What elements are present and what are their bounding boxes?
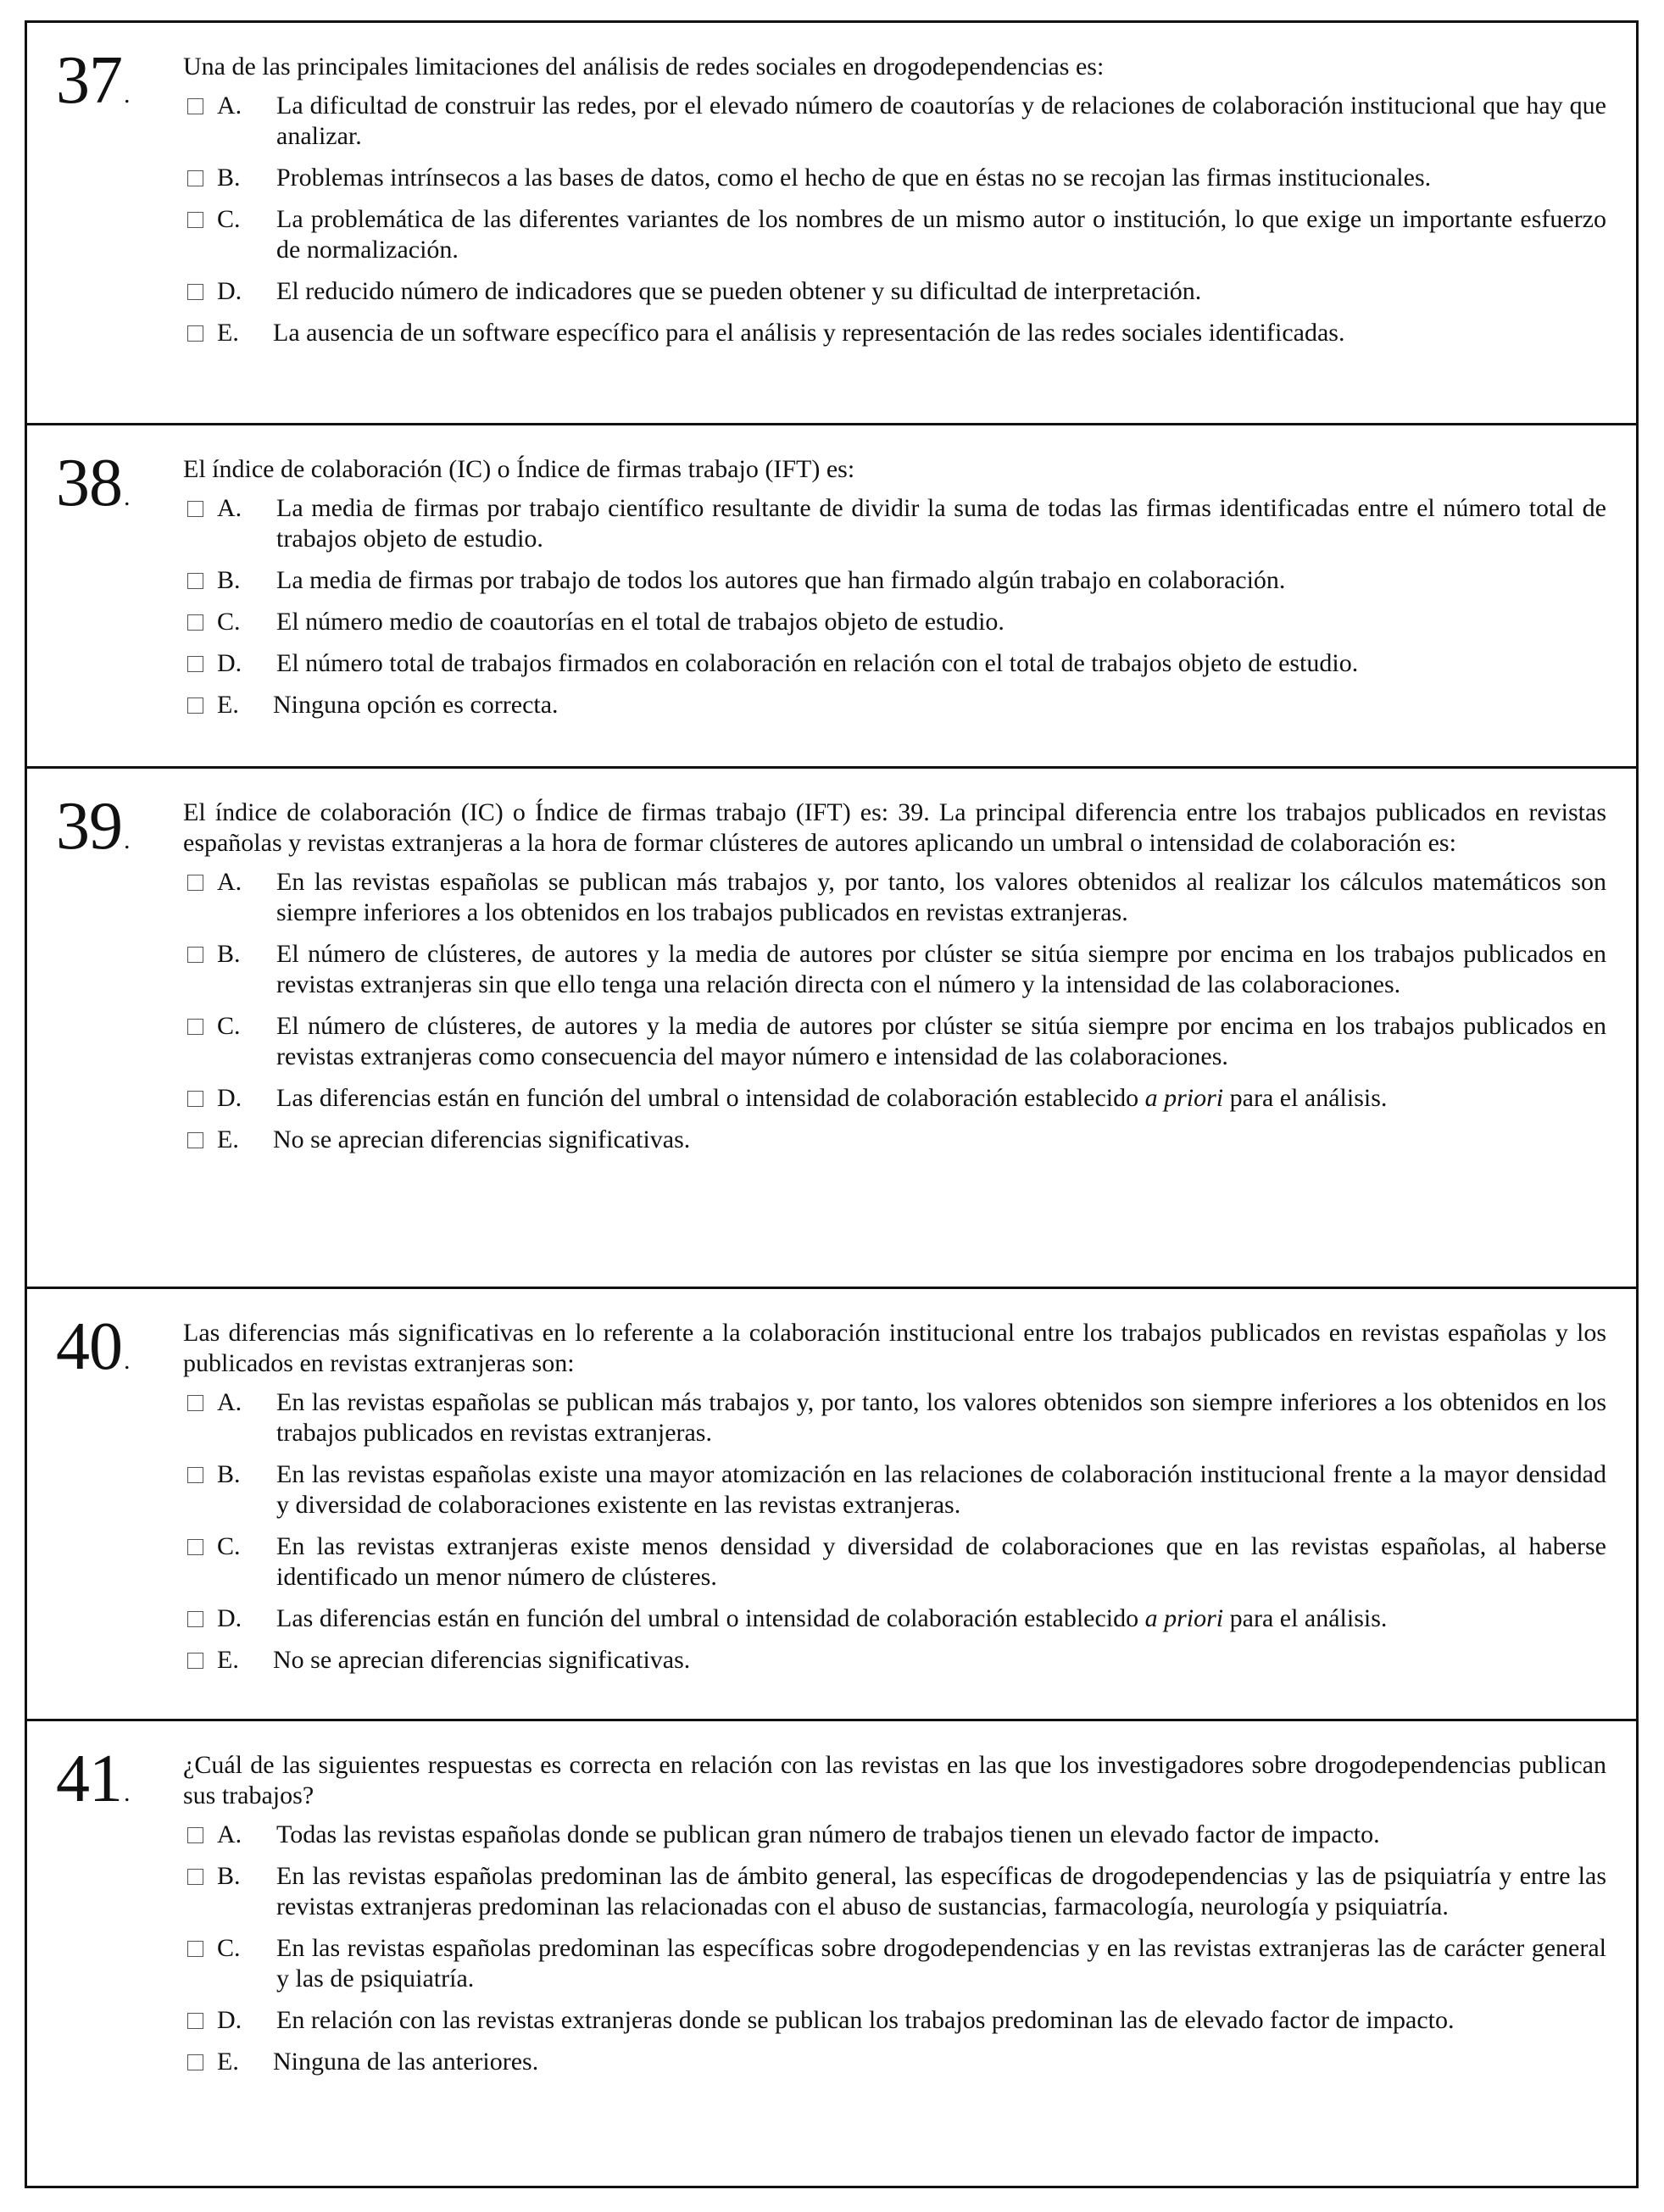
checkbox[interactable]: [187, 656, 203, 672]
option-text: En las revistas extranjeras existe menos densidad y diversidad de colaboraciones que en las revistas españolas, al haberse identificado un menor número de clústeres.: [276, 1532, 1606, 1591]
option-letter: A.: [217, 1820, 242, 1848]
question-number: 39.: [56, 789, 130, 864]
option-letter: C.: [217, 1532, 241, 1560]
option-text: En las revistas españolas predominan las específicas sobre drogodependencias y en las revistas extranjeras las de carácter general y las de psiquiatría.: [276, 1934, 1606, 1992]
option-letter: B.: [217, 940, 241, 968]
option-text: El número medio de coautorías en el total de trabajos objeto de estudio.: [276, 608, 1005, 636]
option-text: La ausencia de un software específico para el análisis y representación de las redes sociales identificadas.: [273, 319, 1345, 347]
checkbox[interactable]: [187, 2054, 203, 2070]
option-text: La media de firmas por trabajo de todos los autores que han firmado algún trabajo en colaboración.: [276, 566, 1286, 594]
question-38: [27, 425, 1636, 769]
checkbox[interactable]: [187, 1467, 203, 1483]
option-c[interactable]: [183, 1933, 1606, 1994]
option-text: La media de firmas por trabajo científico resultante de dividir la suma de todas las firmas identificadas entre el número total de trabajos objeto de estudio.: [276, 494, 1606, 553]
question-body: [183, 1750, 1606, 2088]
option-c[interactable]: [183, 1011, 1606, 1072]
option-letter: B.: [217, 164, 241, 192]
option-e[interactable]: [183, 1125, 1606, 1155]
option-letter: D.: [217, 1604, 242, 1632]
option-d[interactable]: [183, 276, 1606, 307]
option-e[interactable]: [183, 2047, 1606, 2077]
option-letter: C.: [217, 1934, 241, 1962]
option-text-after: para el análisis.: [1223, 1604, 1388, 1632]
option-letter: E.: [217, 319, 239, 347]
checkbox[interactable]: [187, 325, 203, 342]
option-letter: C.: [217, 608, 241, 636]
option-text: Todas las revistas españolas donde se publican gran número de trabajos tienen un elevado factor de impacto.: [276, 1820, 1380, 1848]
option-letter: B.: [217, 1862, 241, 1890]
option-text: El reducido número de indicadores que se pueden obtener y su dificultad de interpretación.: [276, 277, 1202, 305]
question-number: 37.: [56, 43, 130, 118]
checkbox[interactable]: [187, 1941, 203, 1957]
checkbox[interactable]: [187, 573, 203, 589]
question-body: [183, 1318, 1606, 1687]
question-stem: El índice de colaboración (IC) o Índice de firmas trabajo (IFT) es: 39. La principal diferencia entre los trabajos publicados en revistas españolas y revistas extranjeras a la hora de formar clústeres de autores aplicando un umbral o intensidad de colaboración es:: [183, 798, 1606, 857]
option-text: La problemática de las diferentes variantes de los nombres de un mismo autor o institución, lo que exige un importante esfuerzo de normalización.: [276, 205, 1606, 264]
option-letter: D.: [217, 649, 242, 677]
option-d[interactable]: [183, 2005, 1606, 2036]
option-d[interactable]: [183, 648, 1606, 679]
option-b[interactable]: [183, 1861, 1606, 1922]
option-letter: B.: [217, 566, 241, 594]
question-stem: El índice de colaboración (IC) o Índice de firmas trabajo (IFT) es:: [183, 455, 855, 483]
checkbox[interactable]: [187, 947, 203, 963]
option-text: En las revistas españolas predominan las de ámbito general, las específicas de drogodependencias y las de psiquiatría y entre las revistas extranjeras predominan las relacionadas con el abuso de sustancias, farmacología, neurología y psiquiatría.: [276, 1862, 1606, 1920]
question-body: [183, 454, 1606, 731]
option-letter: D.: [217, 2006, 242, 2034]
option-text: No se aprecian diferencias significativas.: [273, 1125, 691, 1153]
option-letter: E.: [217, 1646, 239, 1674]
option-text: [276, 1083, 1606, 1114]
option-e[interactable]: [183, 1645, 1606, 1676]
option-a[interactable]: [183, 1820, 1606, 1850]
option-text-before: Las diferencias están en función del umbral o intensidad de colaboración establecido: [276, 1084, 1145, 1112]
checkbox[interactable]: [187, 1539, 203, 1555]
checkbox[interactable]: [187, 1611, 203, 1627]
option-letter: A.: [217, 868, 242, 896]
checkbox[interactable]: [187, 1653, 203, 1669]
option-letter: C.: [217, 205, 241, 233]
question-number: 40.: [56, 1309, 130, 1384]
checkbox[interactable]: [187, 614, 203, 631]
option-letter: C.: [217, 1012, 241, 1040]
option-text: La dificultad de construir las redes, por el elevado número de coautorías y de relaciones de colaboración institucional que hay que analizar.: [276, 92, 1606, 150]
question-sheet: [25, 20, 1639, 2188]
option-letter: E.: [217, 691, 239, 719]
question-number: 41.: [56, 1742, 130, 1816]
checkbox[interactable]: [187, 698, 203, 714]
checkbox[interactable]: [187, 98, 203, 114]
option-a[interactable]: [183, 1387, 1606, 1448]
option-text: El número de clústeres, de autores y la media de autores por clúster se sitúa siempre por encima en los trabajos publicados en revistas extranjeras como consecuencia del mayor número e intensidad de las colaboraciones.: [276, 1012, 1606, 1070]
checkbox[interactable]: [187, 2013, 203, 2029]
option-text-after: para el análisis.: [1223, 1084, 1388, 1112]
question-stem: ¿Cuál de las siguientes respuestas es correcta en relación con las revistas en las que los investigadores sobre drogodependencias publican sus trabajos?: [183, 1751, 1606, 1809]
question-37: [27, 23, 1636, 425]
option-e[interactable]: [183, 690, 1606, 720]
option-d[interactable]: [183, 1603, 1606, 1634]
checkbox[interactable]: [187, 1827, 203, 1843]
option-a[interactable]: [183, 493, 1606, 554]
option-text: En las revistas españolas existe una mayor atomización en las relaciones de colaboración institucional frente a la mayor densidad y diversidad de colaboraciones existente en las revistas extranjeras.: [276, 1460, 1606, 1519]
option-letter: E.: [217, 2048, 239, 2076]
option-b[interactable]: [183, 939, 1606, 1000]
checkbox[interactable]: [187, 875, 203, 891]
option-a[interactable]: [183, 91, 1606, 152]
question-39: [27, 769, 1636, 1289]
option-letter: E.: [217, 1125, 239, 1153]
question-stem: Las diferencias más significativas en lo referente a la colaboración institucional entre los trabajos publicados en revistas españolas y los publicados en revistas extranjeras son:: [183, 1319, 1606, 1377]
option-text: [276, 1603, 1606, 1634]
checkbox[interactable]: [187, 284, 203, 300]
option-b[interactable]: [183, 565, 1606, 596]
option-e[interactable]: [183, 318, 1606, 348]
option-text-before: Las diferencias están en función del umbral o intensidad de colaboración establecido: [276, 1604, 1145, 1632]
option-text: En relación con las revistas extranjeras donde se publican los trabajos predominan las de elevado factor de impacto.: [276, 2006, 1455, 2034]
question-number: 38.: [56, 446, 130, 520]
option-d[interactable]: [183, 1083, 1606, 1114]
option-c[interactable]: [183, 607, 1606, 637]
option-letter: B.: [217, 1460, 241, 1488]
question-body: [183, 798, 1606, 1166]
option-text: En las revistas españolas se publican más trabajos y, por tanto, los valores obtenidos son siempre inferiores a los obtenidos en los trabajos publicados en revistas extranjeras.: [276, 1388, 1606, 1447]
option-letter: D.: [217, 277, 242, 305]
option-c[interactable]: [183, 204, 1606, 265]
option-text: El número total de trabajos firmados en colaboración en relación con el total de trabajos objeto de estudio.: [276, 649, 1359, 677]
checkbox[interactable]: [187, 1132, 203, 1148]
question-41: [27, 1721, 1636, 2186]
option-text: En las revistas españolas se publican más trabajos y, por tanto, los valores obtenidos al realizar los cálculos matemáticos son siempre inferiores a los obtenidos en los trabajos publicados en revistas extranjeras.: [276, 868, 1606, 926]
checkbox[interactable]: [187, 1869, 203, 1885]
option-letter: A.: [217, 1388, 242, 1416]
option-letter: A.: [217, 494, 242, 522]
option-text: Ninguna de las anteriores.: [273, 2048, 539, 2076]
checkbox[interactable]: [187, 170, 203, 186]
option-text: El número de clústeres, de autores y la media de autores por clúster se sitúa siempre por encima en los trabajos publicados en revistas extranjeras sin que ello tenga una relación directa con el número y la intensidad de las colaboraciones.: [276, 940, 1606, 998]
option-c[interactable]: [183, 1531, 1606, 1592]
question-stem: Una de las principales limitaciones del análisis de redes sociales en drogodependencias es:: [183, 53, 1105, 81]
option-text-emphasis: a priori: [1144, 1604, 1224, 1632]
checkbox[interactable]: [187, 1019, 203, 1035]
question-body: [183, 52, 1606, 359]
checkbox[interactable]: [187, 1091, 203, 1107]
checkbox[interactable]: [187, 1395, 203, 1411]
checkbox[interactable]: [187, 212, 203, 228]
option-b[interactable]: [183, 163, 1606, 193]
option-text: No se aprecian diferencias significativas.: [273, 1646, 691, 1674]
checkbox[interactable]: [187, 501, 203, 517]
question-40: [27, 1289, 1636, 1721]
option-b[interactable]: [183, 1459, 1606, 1520]
option-text: Ninguna opción es correcta.: [273, 691, 559, 719]
option-letter: A.: [217, 92, 242, 119]
option-letter: D.: [217, 1084, 242, 1112]
option-a[interactable]: [183, 867, 1606, 928]
option-text-emphasis: a priori: [1144, 1084, 1224, 1112]
option-text: Problemas intrínsecos a las bases de datos, como el hecho de que en éstas no se recojan las firmas institucionales.: [276, 164, 1432, 192]
